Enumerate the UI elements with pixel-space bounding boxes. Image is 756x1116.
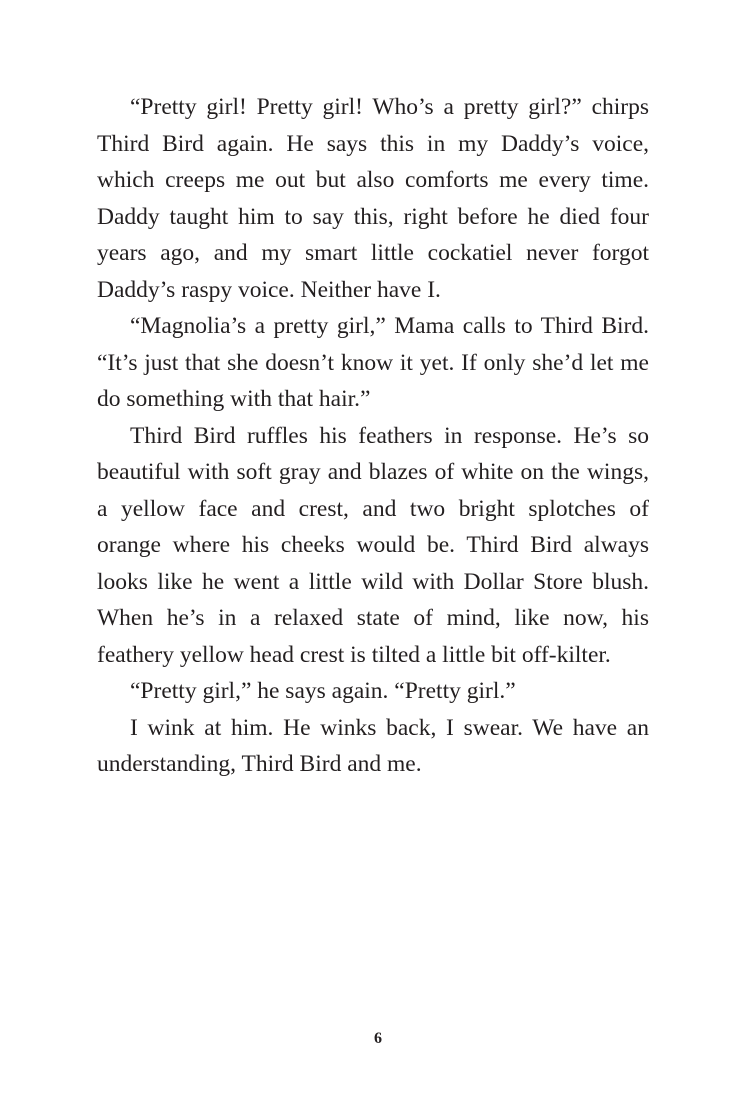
paragraph: “Pretty girl,” he says again. “Pretty girl.” — [130, 678, 516, 704]
body-text — [97, 89, 649, 783]
paragraph: “Pretty girl! Pretty girl! Who’s a pretty girl?” chirps Third Bird again. He says this in my Daddy’s voice, which creeps me out but also comforts me every time. Daddy taught him to say this, right before he died four years ago, and my smart little cockatiel never forgot Daddy’s raspy voice. Neither have I. — [97, 94, 649, 303]
paragraph: “Magnolia’s a pretty girl,” Mama calls to Third Bird. “It’s just that she doesn’t know it yet. If only she’d let me do something with that hair.” — [97, 313, 649, 412]
paragraph: I wink at him. He winks back, I swear. We have an understanding, Third Bird and me. — [97, 714, 649, 777]
paragraph: Third Bird ruffles his feathers in response. He’s so beautiful with soft gray and blazes of white on the wings, a yellow face and crest, and two bright splotches of orange where his cheeks would be. Third Bird always looks like he went a little wild with Dollar Store blush. When he’s in a relaxed state of mind, like now, his feathery yellow head crest is tilted a little bit off-kilter. — [97, 422, 649, 668]
page-number: 6 — [374, 1030, 382, 1047]
